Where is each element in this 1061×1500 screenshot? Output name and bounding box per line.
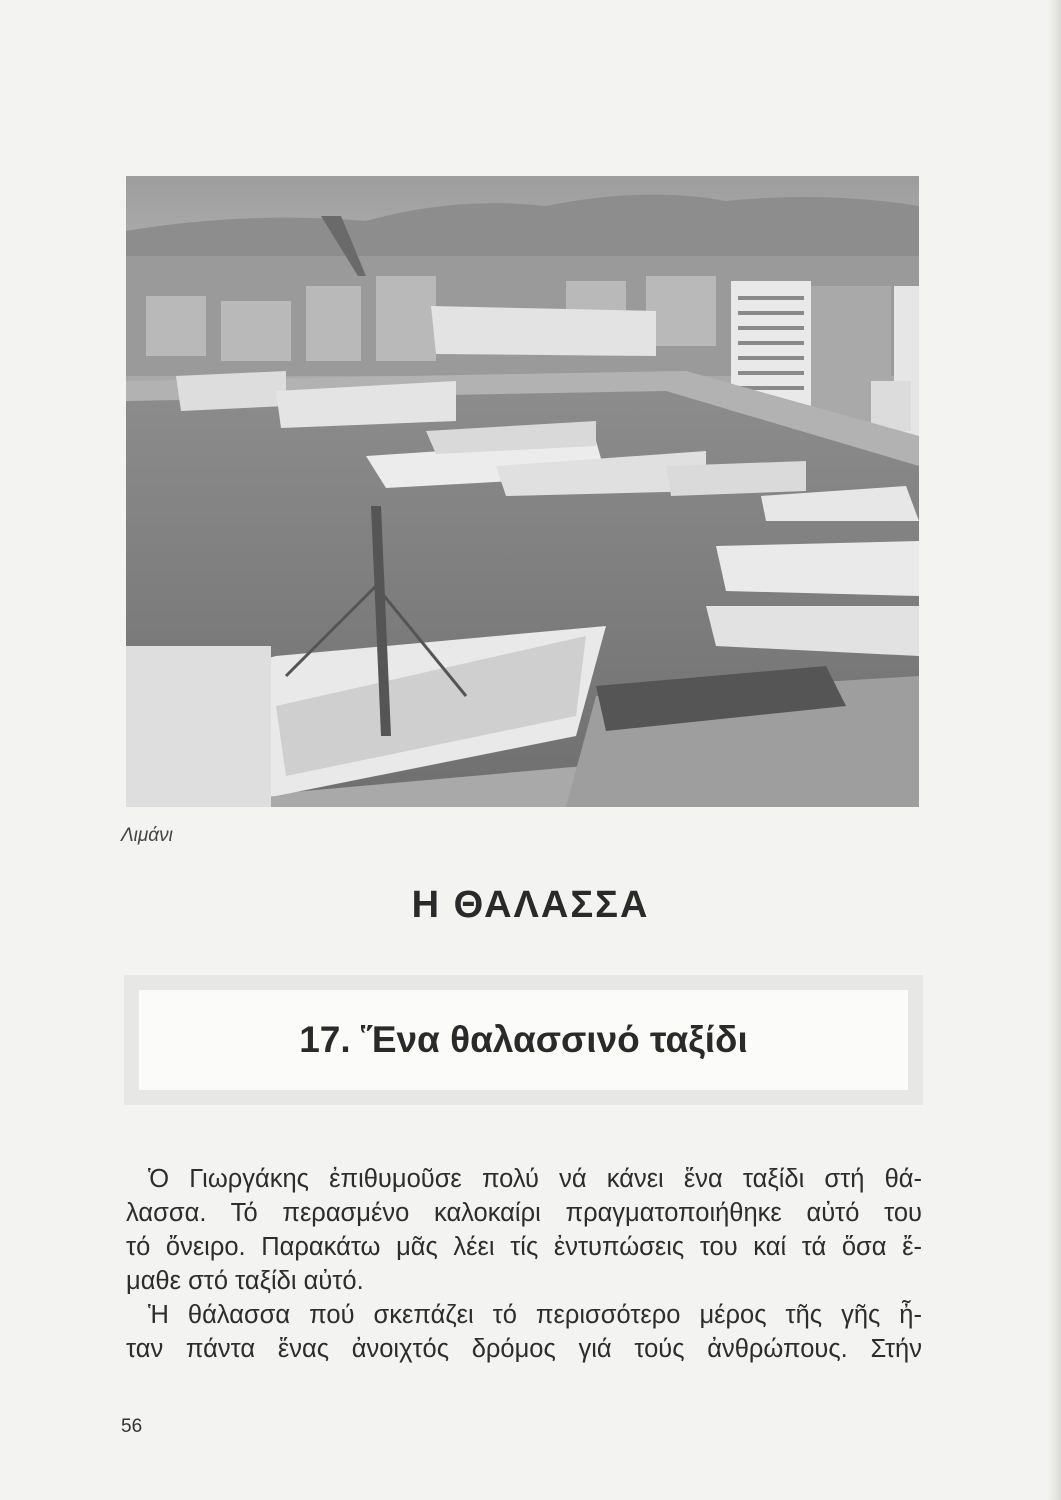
section-title: Η ΘΑΛΑΣΣΑ bbox=[411, 884, 650, 926]
body-line: τό ὄνειρο. Παρακάτω μᾶς λέει τίς ἐντυπώσεις του καί τά ὅσα ἔ- bbox=[126, 1233, 922, 1261]
page-number: 56 bbox=[121, 1416, 143, 1437]
body-line: Ὁ Γιωργάκης ἐπιθυμοῦσε πολύ νά κάνει ἕνα ταξίδι στή θά- bbox=[148, 1165, 922, 1193]
body-line: μαθε στό ταξίδι αὐτό. bbox=[126, 1267, 364, 1295]
body-line: Ἡ θάλασσα πού σκεπάζει τό περισσότερο μέρος τῆς γῆς ἦ- bbox=[148, 1301, 922, 1329]
lesson-title-inner bbox=[139, 990, 908, 1090]
lesson-title-box bbox=[124, 975, 923, 1105]
body-line: λασσα. Τό περασμένο καλοκαίρι πραγματοποιήθηκε αὐτό του bbox=[126, 1199, 922, 1227]
photo-caption: Λιμάνι bbox=[121, 825, 173, 846]
body-text bbox=[126, 1162, 922, 1366]
page-edge-shadow bbox=[1047, 0, 1061, 1500]
lesson-title: 17. Ἕνα θαλασσινό ταξίδι bbox=[299, 1019, 748, 1060]
body-line: ταν πάντα ἕνας ἀνοιχτός δρόμος γιά τούς ἀνθρώπους. Στήν bbox=[126, 1335, 922, 1363]
harbor-photo bbox=[126, 176, 919, 807]
